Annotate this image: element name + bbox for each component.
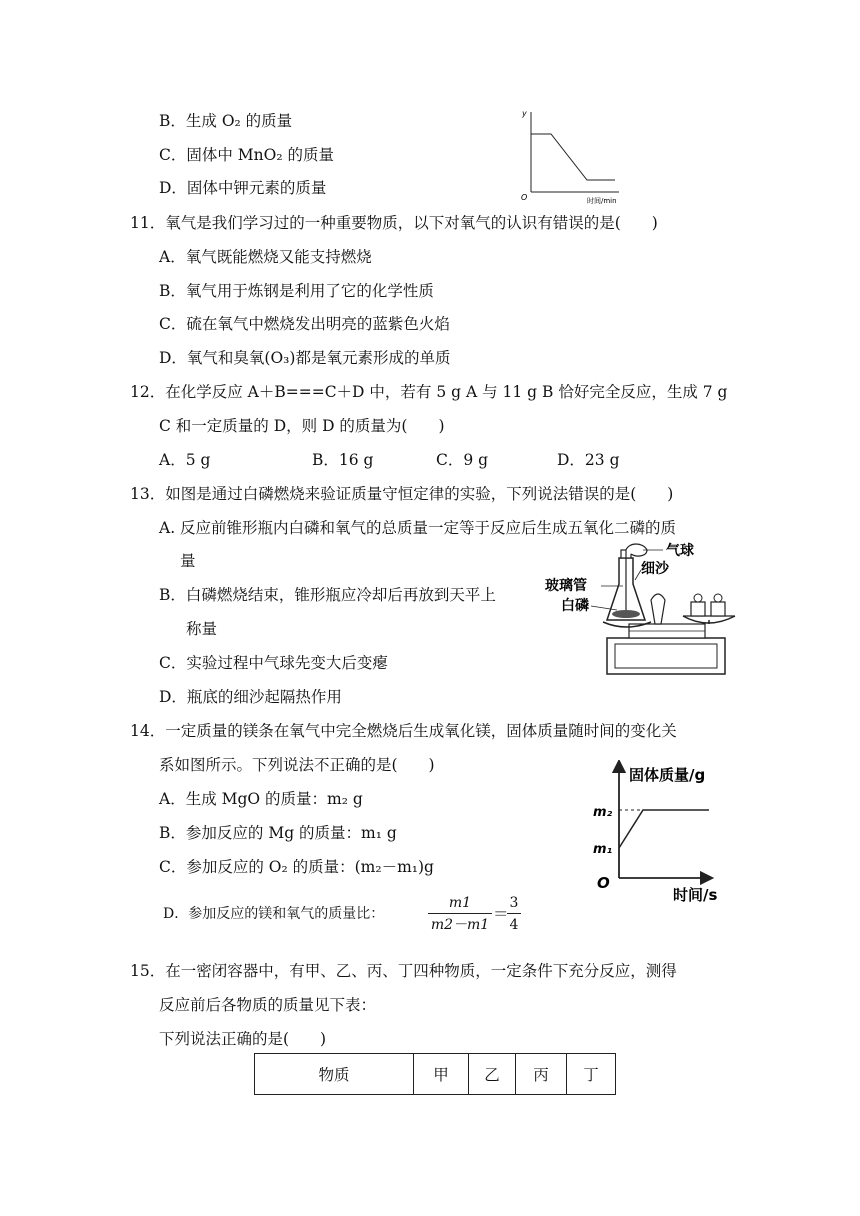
q15-stem-line3: 下列说法正确的是( ) — [159, 1030, 327, 1048]
table-header-cell: 物质 — [255, 1054, 414, 1095]
sand — [612, 610, 640, 618]
q14-graph-origin: O — [597, 874, 610, 892]
q11-option-c: C．硫在氧气中燃烧发出明亮的蓝紫色火焰 — [159, 315, 450, 333]
q12-option-d: D．23 g — [557, 451, 620, 469]
q14-stem-line1: 14．一定质量的镁条在氧气中完全燃烧后生成氧化镁，固体质量随时间的变化关 — [130, 722, 677, 740]
q11-option-d: D．氧气和臭氧(O₃)都是氧元素形成的单质 — [159, 349, 451, 367]
q10-option-c: C．固体中 MnO₂ 的质量 — [159, 146, 334, 164]
q14-graph-m2: m₂ — [593, 805, 613, 820]
q11-option-a: A．氧气既能燃烧又能支持燃烧 — [159, 248, 372, 266]
label-glass-tube: 玻璃管 — [545, 578, 587, 594]
label-balloon: 气球 — [666, 543, 694, 559]
q13-option-d: D．瓶底的细沙起隔热作用 — [159, 688, 342, 706]
q13-option-b-line2: 称量 — [186, 620, 218, 638]
table-header-row — [255, 1054, 616, 1095]
mass-curve — [619, 810, 709, 848]
fraction-numerator: m1 — [448, 895, 472, 911]
q15-table — [254, 1053, 616, 1095]
q12-option-c: C．9 g — [436, 451, 489, 469]
q14-option-d: D．参加反应的镁和氧气的质量比： — [163, 906, 385, 922]
q13-option-a-line2: 量 — [180, 552, 196, 570]
q11-option-b: B．氧气用于炼钢是利用了它的化学性质 — [159, 282, 434, 300]
q10-graph-origin: O — [521, 193, 528, 202]
q14-stem-line2: 系如图所示。下列说法不正确的是( ) — [159, 756, 435, 774]
label-phosphorus: 白磷 — [561, 598, 589, 614]
table-header-cell: 乙 — [469, 1054, 516, 1095]
q12-option-a: A．5 g — [159, 451, 211, 469]
ratio-numerator: 3 — [509, 895, 519, 911]
q12-stem-line2: C 和一定质量的 D，则 D 的质量为( ) — [159, 417, 445, 435]
q14-option-d-fraction — [428, 893, 492, 936]
q10-option-b: B．生成 O₂ 的质量 — [159, 112, 293, 130]
q14-option-c: C．参加反应的 O₂ 的质量：(m₂－m₁)g — [159, 858, 434, 876]
q10-graph-y-label: y — [522, 109, 527, 118]
q15-stem-line2: 反应前后各物质的质量见下表： — [159, 996, 377, 1014]
q14-graph-m1: m₁ — [593, 842, 613, 857]
q14-option-d-equals: ＝ — [493, 905, 509, 923]
q11-stem: 11．氧气是我们学习过的一种重要物质，以下对氧气的认识有错误的是( ) — [130, 214, 658, 232]
q13-option-c: C．实验过程中气球先变大后变瘪 — [159, 654, 388, 672]
q14-option-b: B．参加反应的 Mg 的质量：m₁ g — [159, 824, 397, 842]
q14-option-a: A．生成 MgO 的质量：m₂ g — [159, 790, 363, 808]
q14-graph — [585, 760, 735, 906]
q10-graph — [515, 104, 625, 204]
q15-stem-line1: 15．在一密闭容器中，有甲、乙、丙、丁四种物质，一定条件下充分反应，测得 — [130, 962, 677, 980]
q13-option-b-line1: B．白磷燃烧结束，锥形瓶应冷却后再放到天平上 — [159, 586, 496, 604]
q10-graph-x-label: 时间/min — [587, 197, 617, 204]
q13-stem: 13．如图是通过白磷燃烧来验证质量守恒定律的实验，下列说法错误的是( ) — [130, 485, 674, 503]
q13-balance-figure — [543, 540, 753, 680]
fraction-denominator: m2－m1 — [428, 913, 492, 936]
q14-option-d-ratio — [507, 893, 521, 936]
q14-graph-y-label: 固体质量/g — [629, 766, 706, 784]
q12-option-b: B．16 g — [312, 451, 374, 469]
q10-option-d: D．固体中钾元素的质量 — [159, 179, 327, 197]
table-header-cell: 甲 — [414, 1054, 469, 1095]
table-header-cell: 丙 — [516, 1054, 567, 1095]
label-sand: 细沙 — [641, 561, 669, 577]
ratio-denominator: 4 — [507, 913, 521, 936]
q12-stem-line1: 12．在化学反应 A＋B===C＋D 中，若有 5 g A 与 11 g B 恰好完全反应，生成 7 g — [130, 383, 728, 401]
balance-base — [607, 638, 725, 674]
q13-option-a-line1: A. 反应前锥形瓶内白磷和氧气的总质量一定等于反应后生成五氧化二磷的质 — [159, 519, 677, 537]
q14-graph-x-label: 时间/s — [673, 886, 718, 904]
table-header-cell: 丁 — [567, 1054, 616, 1095]
